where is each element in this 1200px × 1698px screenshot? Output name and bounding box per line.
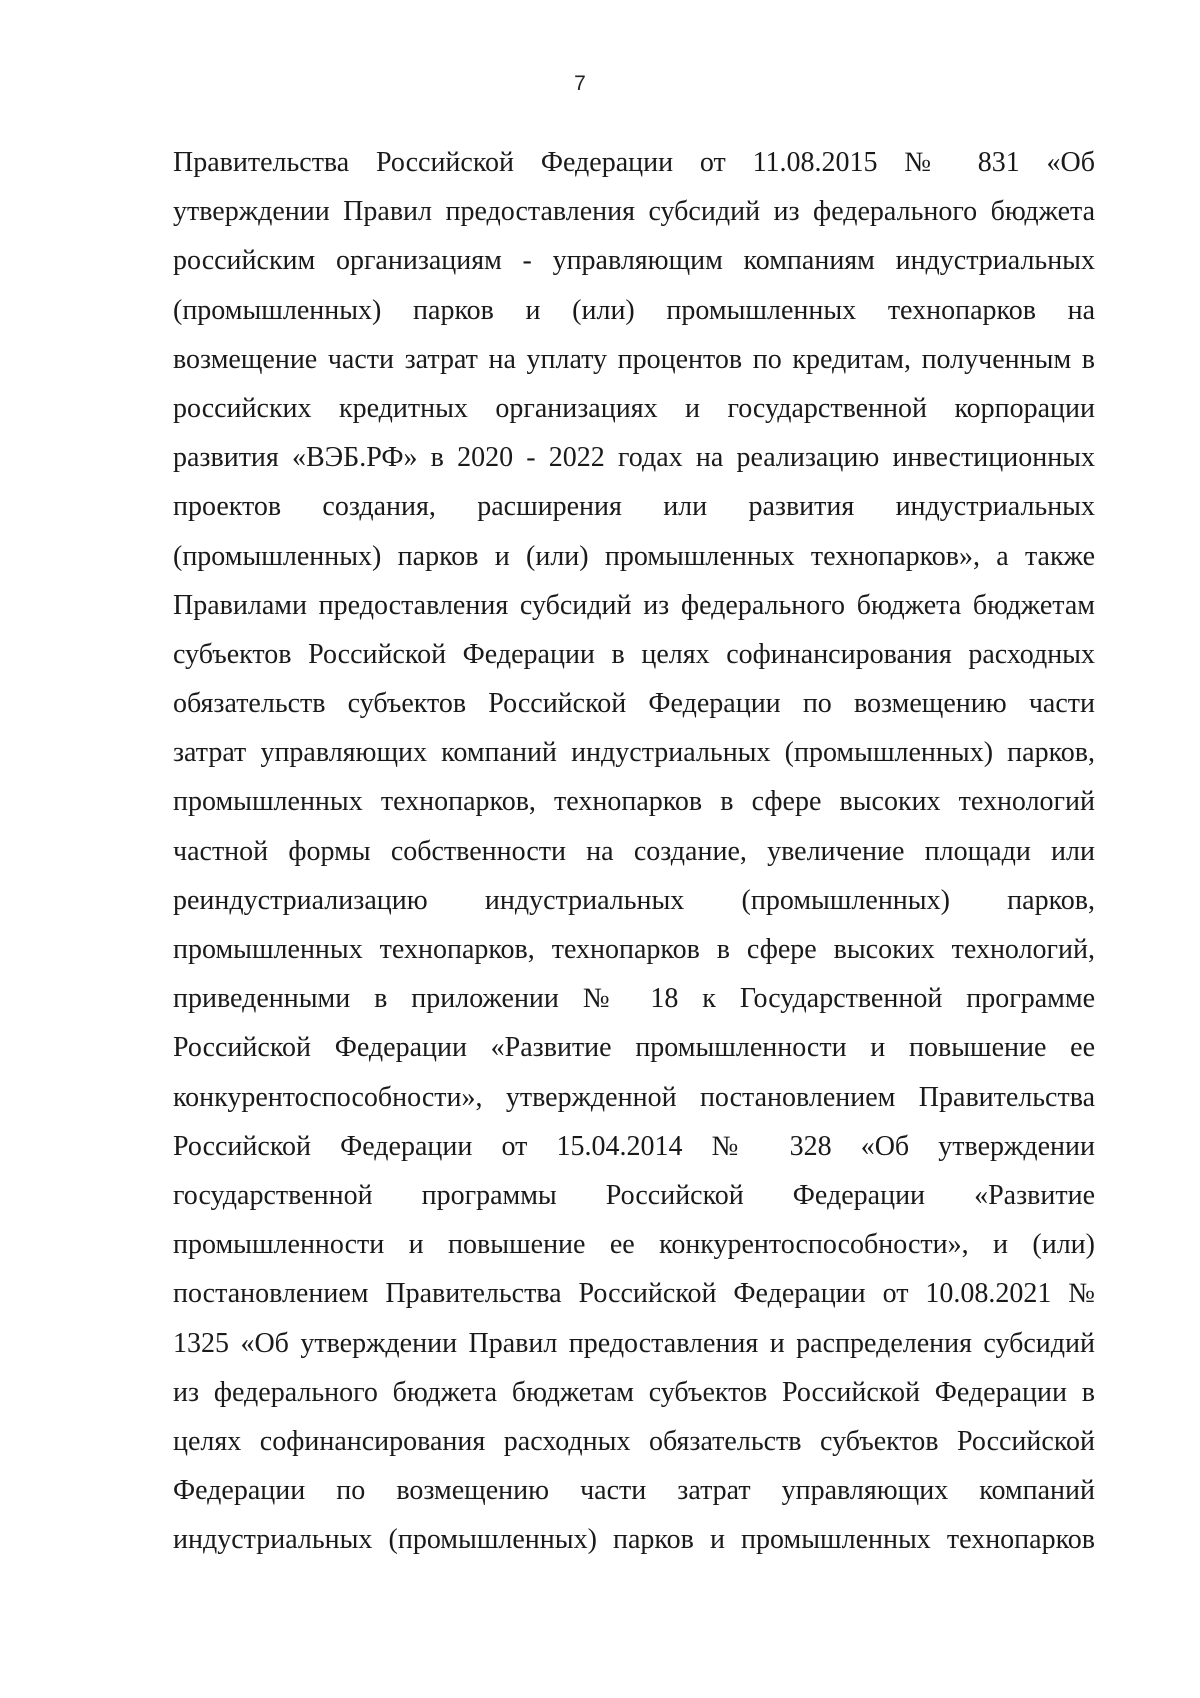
text-line: индустриальных (промышленных) парков и промышленных технопарков: [173, 1524, 1095, 1556]
text-line: субъектов Российской Федерации в целях софинансирования расходных: [173, 638, 1095, 670]
body-paragraph: [173, 138, 1095, 1564]
text-line: из федерального бюджета бюджетам субъектов Российской Федерации в: [173, 1376, 1095, 1408]
text-line: государственной программы Российской Федерации «Развитие: [173, 1179, 1095, 1211]
text-line: (промышленных) парков и (или) промышленных технопарков», а также: [173, 540, 1095, 572]
text-line: реиндустриализацию индустриальных (промышленных) парков,: [173, 884, 1095, 916]
text-line: Правилами предоставления субсидий из федерального бюджета бюджетам: [173, 589, 1095, 621]
text-line: приведенными в приложении № 18 к Государственной программе: [173, 983, 1095, 1015]
text-line: (промышленных) парков и (или) промышленных технопарков на: [173, 294, 1095, 326]
text-line: Федерации по возмещению части затрат управляющих компаний: [173, 1475, 1095, 1507]
text-line: российских кредитных организациях и государственной корпорации: [173, 392, 1095, 424]
text-line: затрат управляющих компаний индустриальных (промышленных) парков,: [173, 737, 1095, 769]
text-line: развития «ВЭБ.РФ» в 2020 - 2022 годах на реализацию инвестиционных: [173, 442, 1095, 474]
text-line: обязательств субъектов Российской Федерации по возмещению части: [173, 688, 1095, 720]
text-line: 1325 «Об утверждении Правил предоставления и распределения субсидий: [173, 1327, 1095, 1359]
text-line: конкурентоспособности», утвержденной постановлением Правительства: [173, 1081, 1095, 1113]
text-line: возмещение части затрат на уплату процентов по кредитам, полученным в: [173, 343, 1095, 375]
text-line: промышленных технопарков, технопарков в сфере высоких технологий: [173, 786, 1095, 818]
text-line: Российской Федерации «Развитие промышленности и повышение ее: [173, 1032, 1095, 1064]
text-line: промышленных технопарков, технопарков в сфере высоких технологий,: [173, 934, 1095, 965]
text-line: Российской Федерации от 15.04.2014 № 328 «Об утверждении: [173, 1130, 1095, 1162]
text-line: утверждении Правил предоставления субсидий из федерального бюджета: [173, 196, 1095, 228]
text-line: проектов создания, расширения или развития индустриальных: [173, 491, 1095, 523]
text-line: частной формы собственности на создание, увеличение площади или: [173, 835, 1095, 867]
text-line: российским организациям - управляющим компаниям индустриальных: [173, 245, 1095, 277]
page-number: 7: [574, 72, 586, 95]
text-line: Правительства Российской Федерации от 11.08.2015 № 831 «Об: [173, 147, 1095, 178]
text-line: целях софинансирования расходных обязательств субъектов Российской: [173, 1425, 1095, 1457]
text-line: постановлением Правительства Российской Федерации от 10.08.2021 №: [173, 1278, 1095, 1310]
text-line: промышленности и повышение ее конкурентоспособности», и (или): [173, 1229, 1095, 1261]
